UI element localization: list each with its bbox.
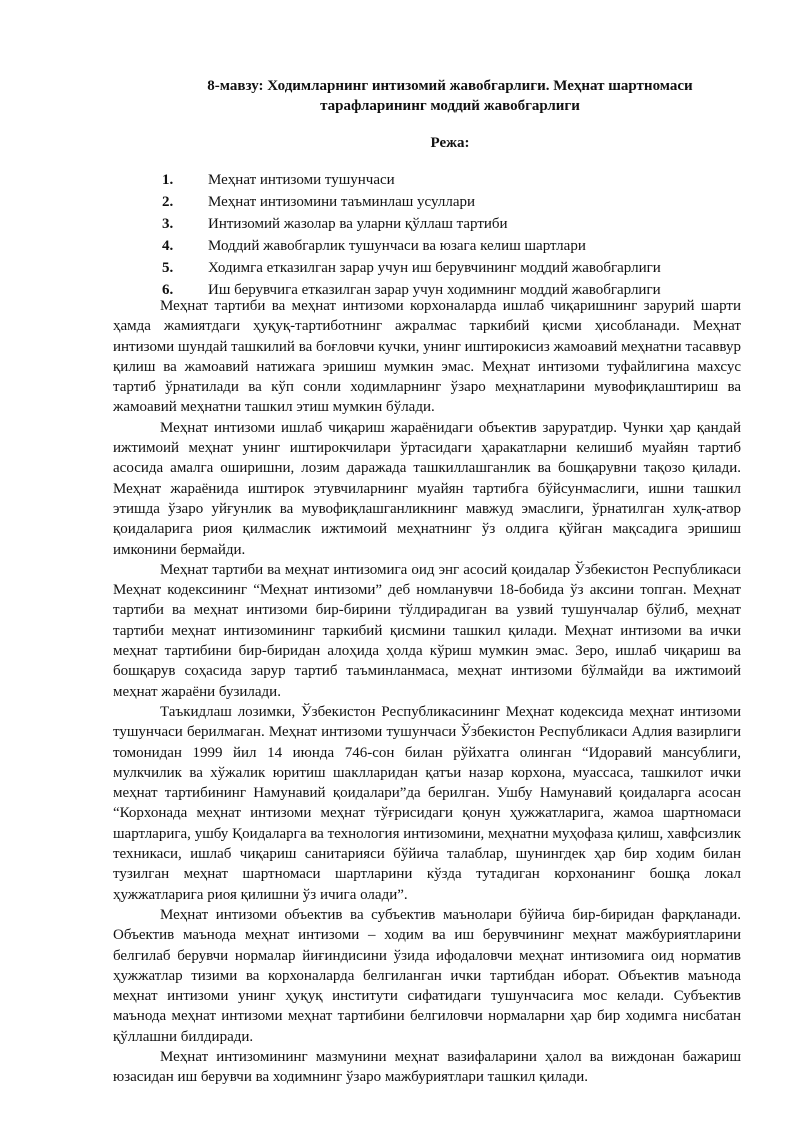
plan-item-number: 3. — [162, 216, 174, 232]
document-title — [150, 76, 750, 116]
plan-item — [150, 169, 750, 191]
plan-list — [150, 169, 750, 301]
plan-item-text: Меҳнат интизомини таъминлаш усуллари — [208, 194, 476, 210]
body-paragraph: Меҳнат интизомининг мазмунини меҳнат вазифаларини ҳалол ва виждонан бажариш юзасидан иш берувчи ва ходимнинг ўзаро мажбуриятлари ташкил қилади. — [113, 1048, 741, 1086]
plan-item-text: Иш берувчига етказилган зарар учун ходимнинг моддий жавобгарлиги — [208, 282, 661, 298]
plan-item-text: Ходимга етказилган зарар учун иш берувчининг моддий жавобгарлиги — [208, 260, 661, 276]
plan-item-number: 2. — [162, 194, 174, 210]
plan-item — [150, 191, 750, 213]
plan-item-number: 5. — [162, 260, 174, 276]
plan-item-number: 6. — [162, 282, 174, 298]
document-body — [113, 296, 741, 1088]
plan-item — [150, 257, 750, 279]
body-paragraph: Меҳнат интизоми ишлаб чиқариш жараёнидаги объектив заруратдир. Чунки ҳар қандай ижтимоий меҳнат унинг иштирокчилари ўртасидаги ҳаракатларни келишиб муайян тартиб асосида амалга оширишни, лозим даражада ташкиллашганлик ва бошқарувни тақозо қилади. Меҳнат жараёнида иштирок этувчиларнинг муайян тартибга бўйсунмаслиги, ишни ташкил этишда ўзаро уйғунлик ва мувофиқлашганликнинг мавжуд эмаслиги, ўрнатилган хулқ-атвор қоидаларига риоя қилмаслик ижтимоий меҳнатнинг ўз олдига қўйган мақсадига эришиш имконини бермайди. — [113, 419, 741, 558]
plan-item-text: Интизомий жазолар ва уларни қўллаш тартиби — [208, 216, 508, 232]
body-paragraph: Меҳнат тартиби ва меҳнат интизоми корхоналарда ишлаб чиқаришнинг зарурий шарти ҳамда жамиятдаги ҳуқуқ-тартиботнинг ажралмас таркибий қисми ҳисобланади. Меҳнат интизоми шундай ташкилий ва боғловчи кучки, унинг иштирокисиз жамоавий меҳнатни тасаввур қилиш ва жамоавий натижага эришиш мумкин эмас. Меҳнат интизоми туфайлигина махсус тартиб ўрнатилади ва кўп сонли ходимларнинг ўзаро меҳнатларини мувофиқлаштириш ва жамоавий меҳнатни ташкил этиш мумкин бўлади. — [113, 298, 741, 416]
plan-item — [150, 213, 750, 235]
plan-item-number: 1. — [162, 172, 174, 188]
plan-heading: Режа: — [430, 135, 470, 151]
title-line-2: тарафларининг моддий жавобгарлиги — [320, 98, 580, 114]
plan-item-text: Меҳнат интизоми тушунчаси — [208, 172, 395, 188]
body-paragraph: Меҳнат тартиби ва меҳнат интизомига оид энг асосий қоидалар Ўзбекистон Республикаси Меҳнат кодексининг “Меҳнат интизоми” деб номланувчи 18-бобида ўз аксини топган. Меҳнат тартиби ва меҳнат интизоми бир-бирини тўлдирадиган ва узвий тушунчалар бўлиб, меҳнат тартиби меҳнат интизомининг таркибий қисмини ташкил қилади. Меҳнат интизоми ва ички меҳнат тартибини бир-биридан алоҳида ҳолда кўриш мумкин эмас. Зеро, ишлаб чиқариш ва бошқарув соҳасида зарур тартиб таъминланмаса, меҳнат интизоми бўлмайди ва ижтимоий меҳнат жараёни бузилади. — [113, 561, 741, 700]
plan-item-text: Моддий жавобгарлик тушунчаси ва юзага келиш шартлари — [208, 238, 586, 254]
plan-item-number: 4. — [162, 238, 174, 254]
title-line-1: 8-мавзу: Ходимларнинг интизомий жавобгарлиги. Меҳнат шартномаси — [207, 78, 693, 94]
body-paragraph: Меҳнат интизоми объектив ва субъектив маънолари бўйича бир-биридан фарқланади. Объектив маънода меҳнат интизоми – ходим ва иш берувчининг меҳнат мажбуриятларини белгилаб берувчи нормалар йиғиндисини ўзида ифодаловчи меҳнат интизомига оид норматив ҳужжатлар тизими ва корхоналарда белгиланган ички тартибдан иборат. Объектив маънода меҳнат интизоми унинг ҳуқуқ институти сифатидаги тушунчасига мос келади. Субъектив маънода меҳнат интизоми меҳнат тартибини белгиловчи нормаларни ҳар бир ходимга нисбатан қўллашни билдиради. — [113, 906, 741, 1045]
body-paragraph: Таъкидлаш лозимки, Ўзбекистон Республикасининг Меҳнат кодексида меҳнат интизоми тушунчаси берилмаган. Меҳнат интизоми тушунчаси Ўзбекистон Республикаси Адлия вазирлиги томонидан 1999 йил 14 июнда 746-сон билан рўйхатга олинган “Идоравий мансублиги, мулкчилик ва хўжалик юритиш шаклларидан қатъи назар корхона, муассаса, ташкилот ички меҳнат тартибининг Намунавий қоидалари”да берилган. Ушбу Намунавий қоидаларга асосан “Корхонада меҳнат интизоми меҳнат тўғрисидаги қонун ҳужжатларига, жамоа шартномаси шартларига, ушбу Қоидаларга ва технология интизомини, меҳнатни муҳофаза қилиш, хавфсизлик техникаси, ишлаб чиқариш санитарияси бўйича талаблар, шунингдек ҳар бир ходим билан тузилган меҳнат шартномаси шартларини кўзда тутадиган корхонанинг бошқа локал ҳужжатларига риоя қилишни ўз ичига олади”. — [113, 703, 741, 903]
plan-item — [150, 235, 750, 257]
